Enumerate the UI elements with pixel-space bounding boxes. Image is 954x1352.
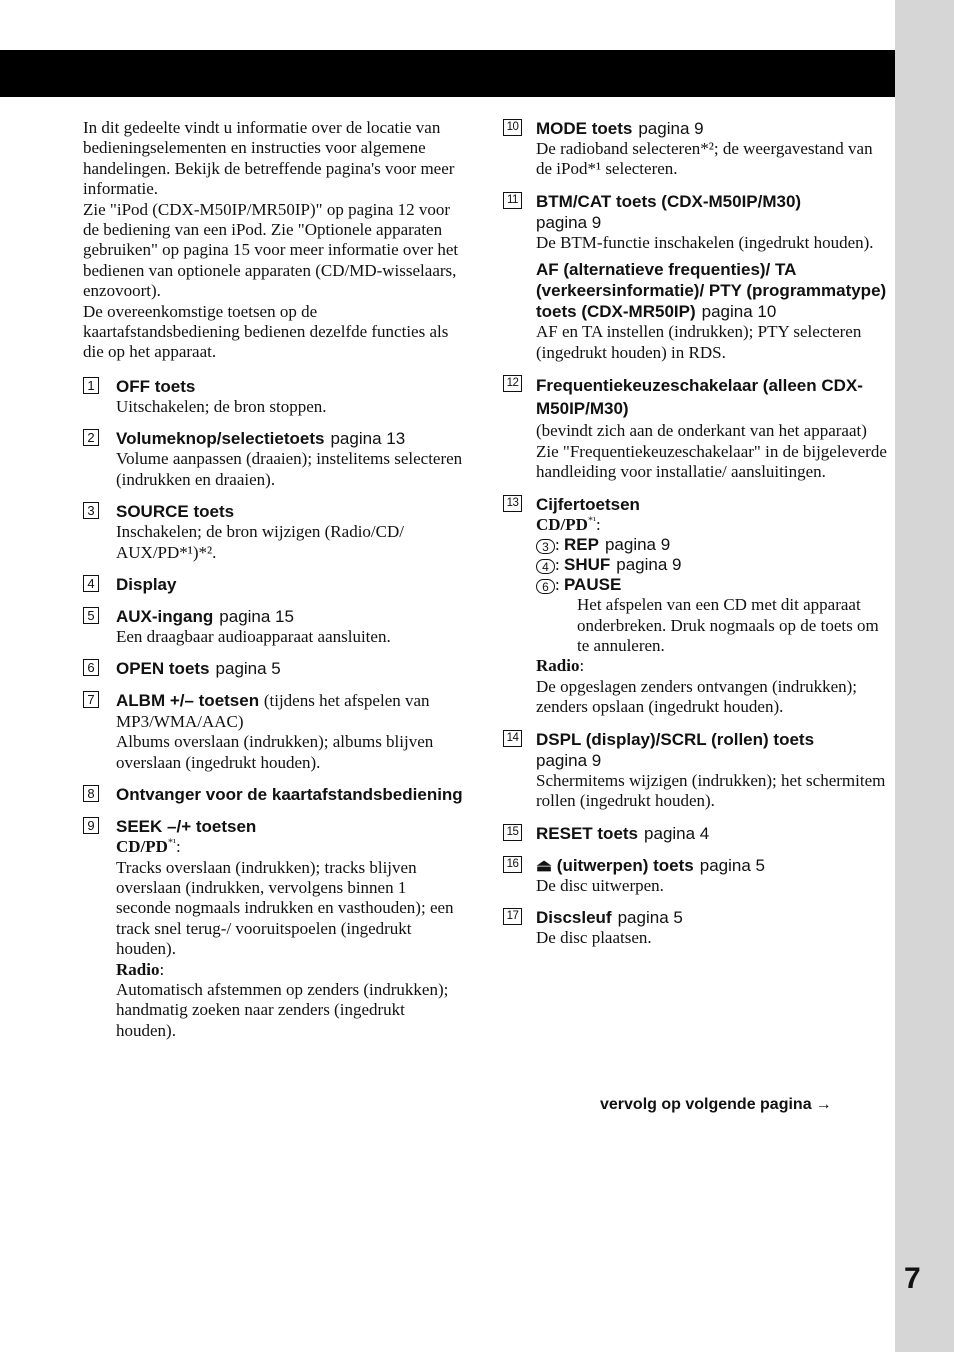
continue-text: vervolg op volgende pagina xyxy=(600,1096,812,1113)
radio-label: Radio xyxy=(536,656,580,676)
item-title: Ontvanger voor de kaartafstandsbediening xyxy=(116,785,463,805)
item-13: 13 Cijfertoetsen $CD/PD^{*^1}$: 3 : REP pagina 9 4 : SHUF pagina 9 6 : PAUSE Het afspelen van een CD met dit apparaat onderbreken. Druk nogmaals op de toets om te annuleren. Radio: De opgeslagen zenders ontvangen (indrukken); zenders opslaan (ingedrukt houden). xyxy=(503,494,887,718)
footnote-mark: *¹ xyxy=(167,837,176,849)
item-title: ALBM +/– toetsen xyxy=(116,691,260,711)
item-number: 1 xyxy=(83,377,99,394)
item-number: 15 xyxy=(503,824,522,841)
item-number: 11 xyxy=(503,192,522,209)
item-3 xyxy=(83,501,463,563)
item-sub-title: AF (alternatieve frequenties)/ TA (verkeersinformatie)/ PTY (programmatype) toets (CDX-MR50IP) xyxy=(536,260,887,322)
key-name: SHUF xyxy=(563,555,611,575)
left-column xyxy=(83,118,463,1052)
item-number: 9 xyxy=(83,817,99,834)
key-pause: 6 : PAUSE xyxy=(536,575,887,595)
item-title: Frequentiekeuzeschakelaar (alleen CDX-M50IP/M30) xyxy=(536,376,863,419)
item-desc: De radioband selecteren*²; de weergavestand van de iPod*¹ selecteren. xyxy=(536,139,873,179)
intro-text xyxy=(83,118,463,363)
item-page: pagina 5 xyxy=(617,907,683,927)
item-title: BTM/CAT toets (CDX-M50IP/M30) xyxy=(536,191,802,211)
item-title: OFF toets xyxy=(116,376,196,396)
item-page: pagina 9 xyxy=(638,119,704,138)
right-column xyxy=(503,118,887,959)
item-title: DSPL (display)/SCRL (rollen) toets xyxy=(536,729,815,749)
item-title: OPEN toets xyxy=(116,659,210,679)
item-8 xyxy=(83,784,463,805)
number-key-icon: 4 xyxy=(536,559,555,574)
item-16 xyxy=(503,855,887,896)
item-number: 14 xyxy=(503,730,522,747)
item-desc: Zie "Frequentiekeuzeschakelaar" in de bijgeleverde handleiding voor installatie/ aansluitingen. xyxy=(536,442,887,482)
key-page: pagina 9 xyxy=(616,555,682,575)
radio-label: Radio xyxy=(116,959,160,979)
item-desc: Albums overslaan (indrukken); albums blijven overslaan (ingedrukt houden). xyxy=(116,732,434,772)
item-desc: Een draagbaar audioapparaat aansluiten. xyxy=(116,626,391,646)
item-desc: De BTM-functie inschakelen (ingedrukt houden). xyxy=(536,232,874,252)
item-2 xyxy=(83,428,463,490)
cdpd-label: CD/PD xyxy=(116,837,168,857)
item-number: 8 xyxy=(83,785,99,802)
item-sub-page: pagina 10 xyxy=(701,302,777,322)
item-title: SOURCE toets xyxy=(116,502,235,522)
item-sub-desc: AF en TA instellen (indrukken); PTY selecteren (ingedrukt houden) in RDS. xyxy=(536,322,862,362)
cdpd-desc: Tracks overslaan (indrukken); tracks blijven overslaan (indrukken, vervolgens binnen 1 seconde nogmaals indrukken en vasthouden); een track snel terug-/ vooruitspoelen (ingedrukt houden). xyxy=(116,857,454,959)
radio-desc: De opgeslagen zenders ontvangen (indrukken); zenders opslaan (ingedrukt houden). xyxy=(536,676,857,717)
key-shuf: 4 : SHUF pagina 9 xyxy=(536,555,887,575)
item-number: 17 xyxy=(503,908,522,925)
item-number: 16 xyxy=(503,856,522,873)
item-17 xyxy=(503,907,887,948)
item-number: 4 xyxy=(83,575,99,592)
item-number: 5 xyxy=(83,607,99,624)
item-9: 9 SEEK –/+ toetsen $CD/PD^{*^1}$: Tracks overslaan (indrukken); tracks blijven overslaan (indrukken, vervolgens binnen 1 seconde nogmaals indrukken en vasthouden); een track snel terug-/ vooruitspoelen (ingedrukt houden). Radio: Automatisch afstemmen op zenders (indrukken); handmatig zoeken naar zenders (ingedrukt houden). xyxy=(83,816,463,1041)
item-page: pagina 9 xyxy=(536,212,602,232)
key-name: REP xyxy=(563,535,599,555)
continue-note xyxy=(600,1096,832,1114)
item-1 xyxy=(83,376,463,417)
item-number: 13 xyxy=(503,495,522,512)
cdpd-label: CD/PD xyxy=(536,514,588,534)
item-title: Volumeknop/selectietoets xyxy=(116,429,325,449)
item-desc: De disc plaatsen. xyxy=(536,927,652,947)
item-title: SEEK –/+ toetsen xyxy=(116,817,257,837)
item-5 xyxy=(83,606,463,647)
key-page: pagina 9 xyxy=(604,535,671,555)
item-desc: Inschakelen; de bron wijzigen (Radio/CD/ AUX/PD*¹)*². xyxy=(116,522,404,562)
item-desc: Volume aanpassen (draaien); instelitems selecteren (indrukken en draaien). xyxy=(116,449,463,489)
page-number: 7 xyxy=(904,1262,921,1295)
radio-desc: Automatisch afstemmen op zenders (indrukken); handmatig zoeken naar zenders (ingedrukt houden). xyxy=(116,979,449,1040)
arrow-right-icon: → xyxy=(815,1096,832,1113)
item-10 xyxy=(503,118,887,180)
item-title: ⏏ (uitwerpen) toets xyxy=(536,855,694,875)
key-rep: 3 : REP pagina 9 xyxy=(536,535,887,555)
item-page: pagina 5 xyxy=(215,659,281,679)
item-page: pagina 15 xyxy=(219,606,294,626)
item-title: Discsleuf xyxy=(536,907,612,927)
item-title: MODE toets xyxy=(536,119,633,138)
item-title: AUX-ingang xyxy=(116,606,214,626)
item-7 xyxy=(83,690,463,773)
item-number: 10 xyxy=(503,119,522,136)
item-number: 12 xyxy=(503,375,522,392)
number-key-icon: 3 xyxy=(536,539,555,554)
item-6 xyxy=(83,658,463,679)
item-4 xyxy=(83,574,463,595)
item-number: 2 xyxy=(83,429,99,446)
item-11 xyxy=(503,191,887,363)
item-number: 7 xyxy=(83,691,99,708)
item-title: Cijfertoetsen xyxy=(536,494,640,514)
intro-paragraph: Zie "iPod (CDX-M50IP/MR50IP)" op pagina 12 voor de bediening van een iPod. Zie "Optionele apparaten gebruiken" op pagina 15 voor meer informatie over het bedienen van optionele apparaten (CD/MD-wisselaars, enzovoort). xyxy=(83,199,459,301)
header-bar xyxy=(0,50,895,97)
item-number: 6 xyxy=(83,659,99,676)
item-title: Display xyxy=(116,574,177,594)
footnote-mark: *¹ xyxy=(587,515,596,527)
item-15 xyxy=(503,823,887,844)
item-page: pagina 13 xyxy=(330,429,406,449)
number-key-icon: 6 xyxy=(536,579,555,594)
intro-paragraph: In dit gedeelte vindt u informatie over de locatie van bedieningselementen en instructies voor algemene handelingen. Bekijk de betreffende pagina's voor meer informatie. xyxy=(83,118,455,199)
item-desc: De disc uitwerpen. xyxy=(536,875,664,895)
intro-paragraph: De overeenkomstige toetsen op de kaartafstandsbediening bedienen dezelfde functies als die op het apparaat. xyxy=(83,301,449,362)
item-page: pagina 4 xyxy=(644,823,710,843)
item-title-suffix: (tijdens het afspelen van MP3/WMA/AAC) xyxy=(116,691,430,732)
item-page: pagina 5 xyxy=(699,855,765,875)
pause-desc: Het afspelen van een CD met dit apparaat onderbreken. Druk nogmaals op de toets om te annuleren. xyxy=(577,595,879,656)
key-name: PAUSE xyxy=(563,575,622,595)
item-note: (bevindt zich aan de onderkant van het apparaat) xyxy=(536,421,867,441)
item-page: pagina 9 xyxy=(536,750,602,770)
side-tab xyxy=(895,0,954,1352)
item-desc: Uitschakelen; de bron stoppen. xyxy=(116,396,327,416)
item-number: 3 xyxy=(83,502,99,519)
item-title: RESET toets xyxy=(536,823,639,843)
item-14 xyxy=(503,729,887,812)
item-12 xyxy=(503,374,887,483)
item-desc: Schermitems wijzigen (indrukken); het schermitem rollen (ingedrukt houden). xyxy=(536,770,886,811)
